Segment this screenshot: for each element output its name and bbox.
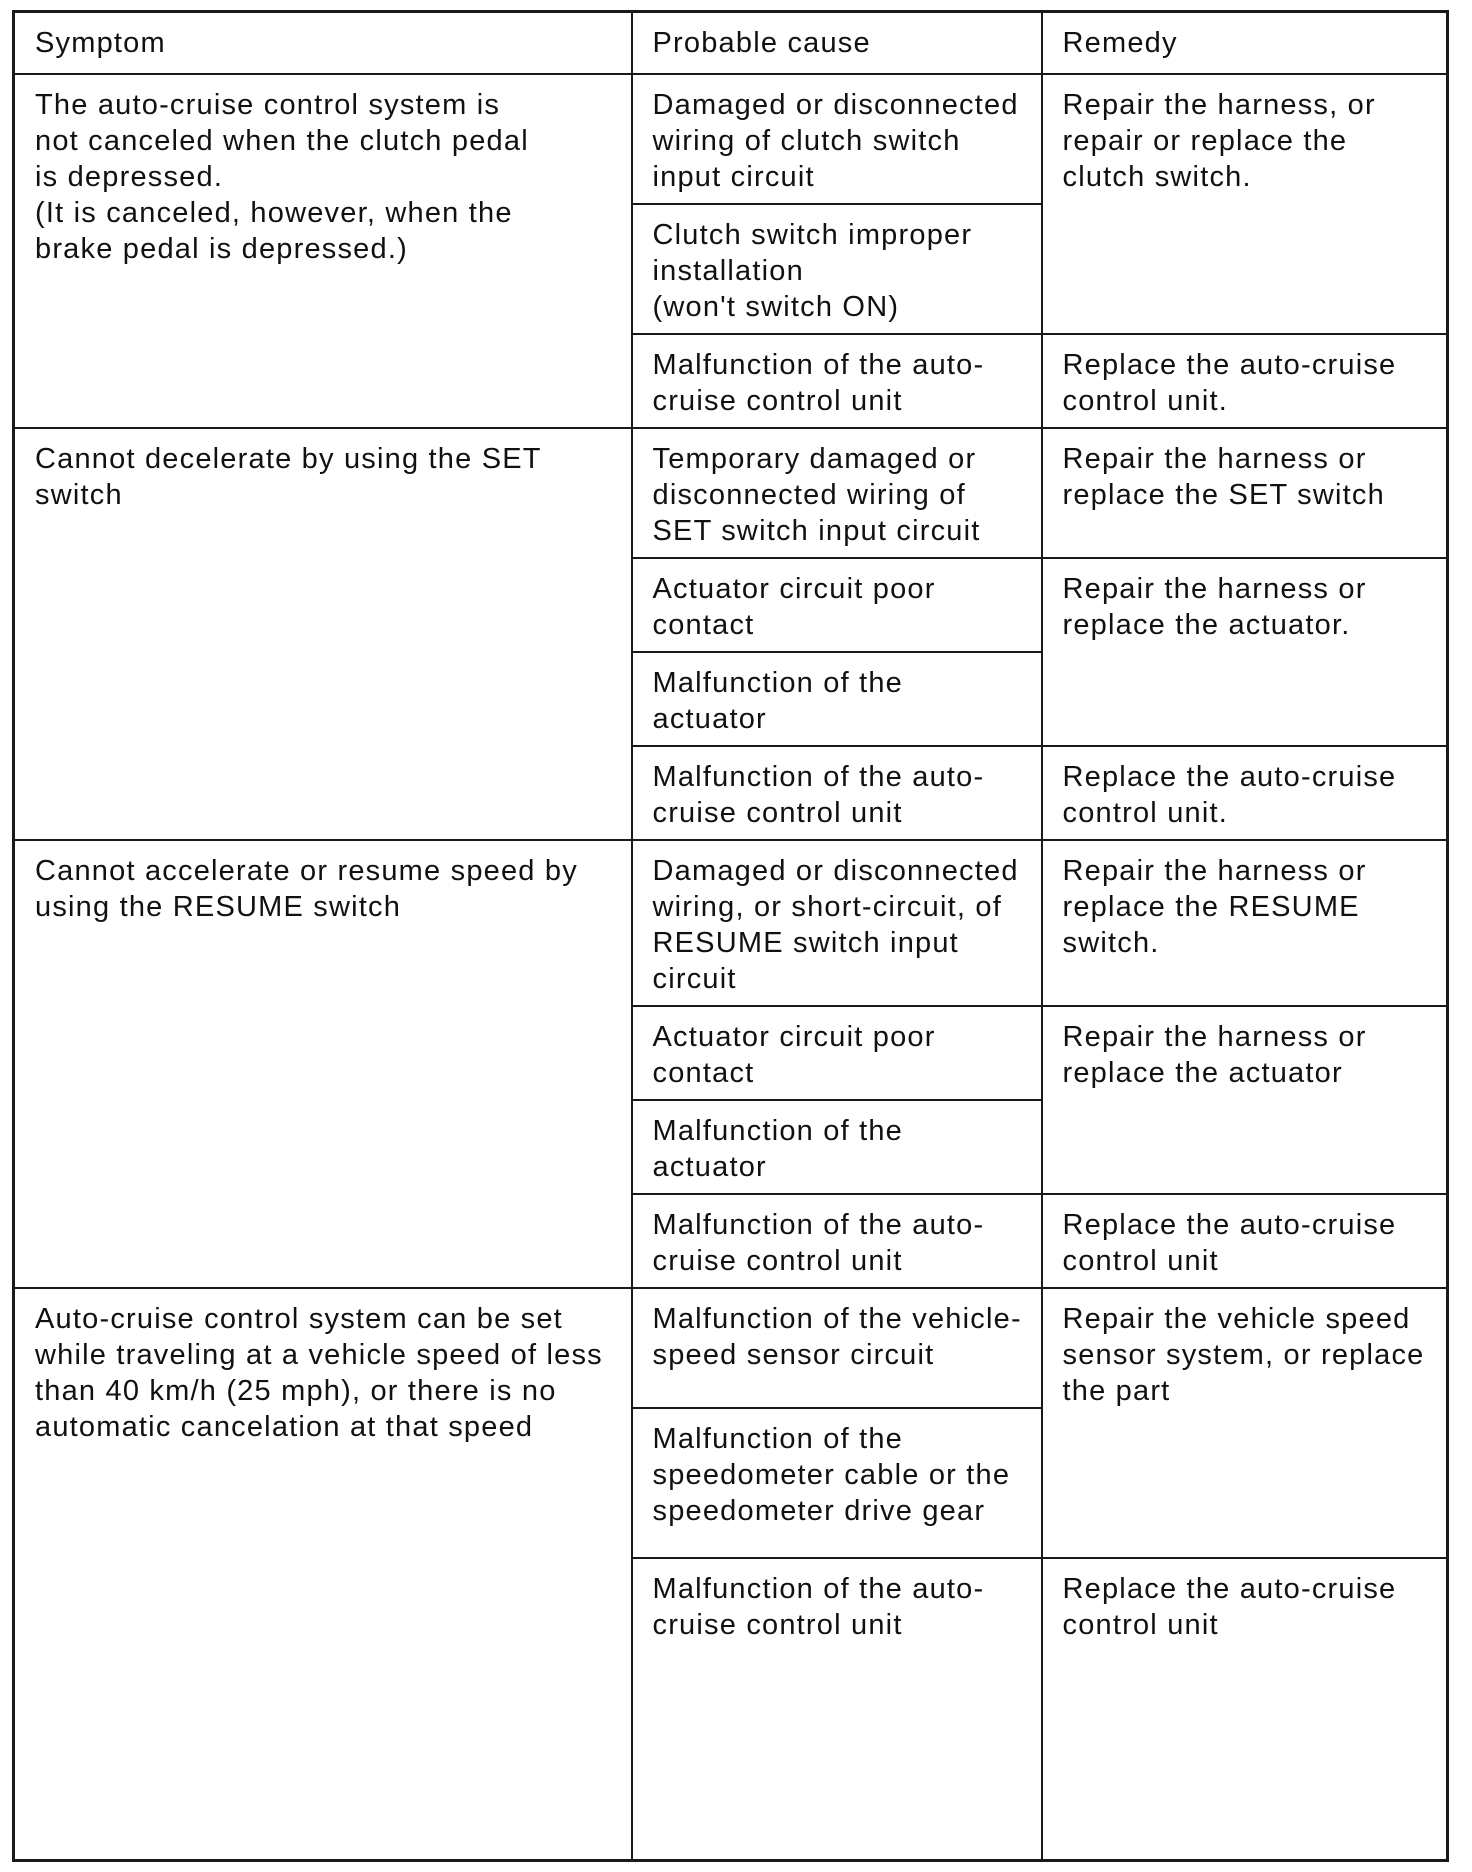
cause-cell: Actuator circuit poor contact [632, 558, 1042, 652]
symptom-cell: Auto-cruise control system can be set while traveling at a vehicle speed of less than 40 km/h (25 mph), or there is no automatic cancelation at that speed [14, 1288, 632, 1861]
table-row [14, 840, 1448, 1006]
cause-cell: Malfunction of the vehicle-speed sensor circuit [632, 1288, 1042, 1408]
remedy-header: Remedy [1042, 12, 1448, 74]
cause-cell: Malfunction of the actuator [632, 652, 1042, 746]
remedy-cell: Repair the vehicle speed sensor system, or replace the part [1042, 1288, 1448, 1558]
table-row [14, 74, 1448, 204]
remedy-cell: Repair the harness, or repair or replace the clutch switch. [1042, 74, 1448, 334]
remedy-cell: Replace the auto-cruise control unit. [1042, 334, 1448, 428]
cause-cell: Damaged or disconnected wiring of clutch switch input circuit [632, 74, 1042, 204]
cause-cell: Clutch switch improper installation (won't switch ON) [632, 204, 1042, 334]
cause-cell: Malfunction of the speedometer cable or the speedometer drive gear [632, 1408, 1042, 1558]
table-row [14, 428, 1448, 558]
symptom-cell: Cannot accelerate or resume speed by using the RESUME switch [14, 840, 632, 1288]
table-row [14, 1288, 1448, 1408]
cause-cell: Temporary damaged or disconnected wiring of SET switch input circuit [632, 428, 1042, 558]
troubleshooting-table [12, 10, 1449, 1862]
symptom-header: Symptom [14, 12, 632, 74]
remedy-cell: Repair the harness or replace the actuator [1042, 1006, 1448, 1194]
cause-cell: Malfunction of the auto-cruise control unit [632, 746, 1042, 840]
cause-cell: Damaged or disconnected wiring, or short-circuit, of RESUME switch input circuit [632, 840, 1042, 1006]
cause-cell: Malfunction of the auto-cruise control unit [632, 1558, 1042, 1861]
remedy-cell: Repair the harness or replace the SET switch [1042, 428, 1448, 558]
header-row [14, 12, 1448, 74]
symptom-cell: The auto-cruise control system is not canceled when the clutch pedal is depressed. (It is canceled, however, when the brake pedal is depressed.) [14, 74, 632, 428]
cause-cell: Malfunction of the auto-cruise control unit [632, 334, 1042, 428]
remedy-cell: Repair the harness or replace the actuator. [1042, 558, 1448, 746]
remedy-cell: Repair the harness or replace the RESUME switch. [1042, 840, 1448, 1006]
remedy-cell: Replace the auto-cruise control unit [1042, 1194, 1448, 1288]
cause-cell: Malfunction of the actuator [632, 1100, 1042, 1194]
probable-cause-header: Probable cause [632, 12, 1042, 74]
cause-cell: Malfunction of the auto-cruise control unit [632, 1194, 1042, 1288]
remedy-cell: Replace the auto-cruise control unit [1042, 1558, 1448, 1861]
cause-cell: Actuator circuit poor contact [632, 1006, 1042, 1100]
remedy-cell: Replace the auto-cruise control unit. [1042, 746, 1448, 840]
symptom-cell: Cannot decelerate by using the SET switch [14, 428, 632, 840]
